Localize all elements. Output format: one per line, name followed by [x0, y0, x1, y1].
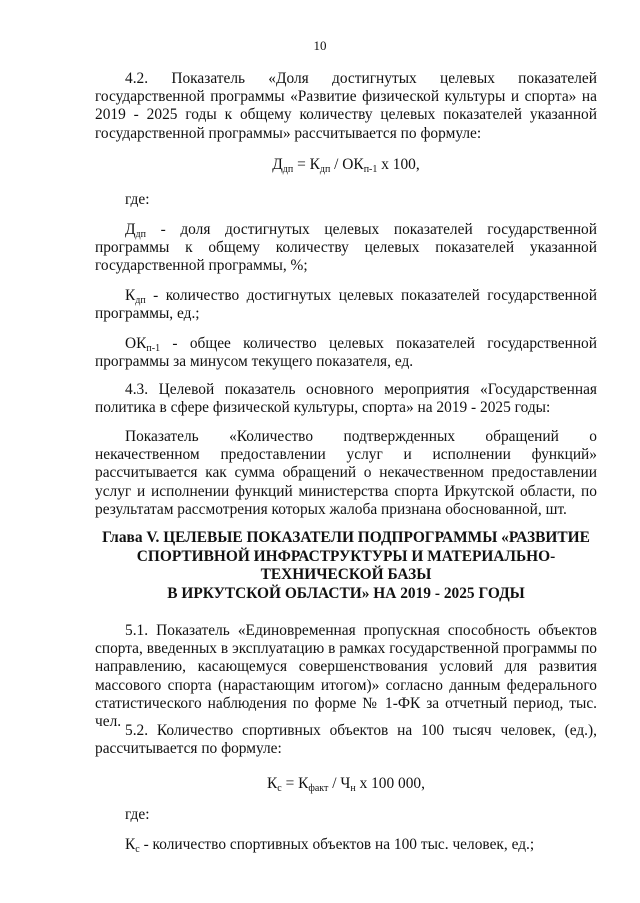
- page-number: 10: [313, 38, 327, 53]
- paragraph-4-2: [95, 70, 597, 143]
- heading-line: СПОРТИВНОЙ ИНФРАСТРУКТУРЫ И МАТЕРИАЛЬНО-: [136, 547, 556, 565]
- definition-kc: $К_с$ - количество спортивных объектов на 100 тыс. человек, ед.;: [125, 836, 535, 855]
- formula-1: [95, 156, 597, 174]
- chapter-heading: [95, 529, 597, 603]
- paragraph-4-3: 4.3. Целевой показатель основного мероприятия «Государственная политика в сфере физической культуры, спорта» на 2019 - 2025 годы:: [95, 381, 597, 417]
- heading-line: В ИРКУТСКОЙ ОБЛАСТИ» НА 2019 - 2025 ГОДЫ: [167, 584, 525, 602]
- where-label-1: где:: [125, 191, 150, 208]
- definition-k-dp: $К_{дп}$ - количество достигнутых целевых показателей государственной программы, ед.;: [95, 287, 597, 323]
- formula-1-text: $Д_{дп} = К_{дп} / ОК_{п-1}$ х 100,: [272, 156, 420, 175]
- where-label-2: где:: [125, 806, 150, 823]
- paragraph-5-2: 5.2. Количество спортивных объектов на 100 тысяч человек, (ед.), рассчитывается по формуле:: [95, 722, 597, 758]
- definition-ok: $ОК_{п-1}$ - общее количество целевых показателей государственной программы за минусом текущего показателя, ед.: [95, 335, 597, 371]
- formula-2: [95, 775, 597, 793]
- definition-d-dp: $Д_{дп}$ - доля достигнутых целевых показателей государственной программы к общему количеству целевых показателей указанной государственной программы, %;: [95, 221, 597, 275]
- paragraph-4-3-indicator: Показатель «Количество подтвержденных обращений о некачественном предоставлении услуг и исполнении функций» рассчитывается как сумма обращений о некачественном предоставлении услуг и исполнении функций министерства спорта Иркутской области, по результатам рассмотрения которых жалоба признана обоснованной, шт.: [95, 428, 597, 518]
- paragraph-5-1: 5.1. Показатель «Единовременная пропускная способность объектов спорта, введенных в эксплуатацию в рамках государственной программы по направлению, касающемуся совершенствования условий для развития массового спорта (нарастающим итогом)» согласно данным федерального статистического наблюдения по форме № 1-ФК за отчетный период, тыс. чел.: [95, 622, 597, 731]
- heading-line: Глава V. ЦЕЛЕВЫЕ ПОКАЗАТЕЛИ ПОДПРОГРАММЫ «РАЗВИТИЕ: [102, 529, 590, 546]
- heading-line: ТЕХНИЧЕСКОЙ БАЗЫ: [260, 566, 432, 584]
- formula-2-text: $К_с = К_{факт} / Ч_н$ х 100 000,: [267, 775, 425, 794]
- paragraph-4-2-text: 4.2. Показатель «Доля достигнутых целевых показателей государственной программы «Развитие физической культуры и спорта» на 2019 - 2025 годы к общему количеству целевых показателей указанной государственной программы» рассчитывается по формуле:: [95, 70, 597, 142]
